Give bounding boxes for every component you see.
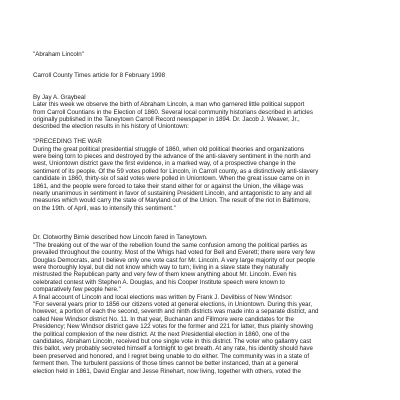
article-body (33, 51, 373, 375)
article-title: "Abraham Lincoln" (33, 51, 84, 58)
new-windsor-quote (33, 301, 373, 375)
paragraph-line: 1861, and the people were forced to take their stand either for or against the Union, the village was (33, 182, 304, 190)
paragraph-line: "The breaking out of the war of the rebellion found the same confusion among the political parties as (33, 241, 308, 249)
paragraph-line: sentiment of its people. Of the 59 votes polled for Lincoln, in Carroll county, as a distinctively anti-slavery (33, 167, 319, 175)
paragraph-line: the political complexion of the new district. At the next Presidential election in 1860, one of the (33, 330, 290, 338)
new-windsor-intro: A final account of Lincoln and local elections was written by Frank J. Devilbiss of New Windsor: (33, 293, 293, 301)
paragraph-line: During the great political presidential struggle of 1860, when old political theories and organizations (33, 145, 305, 153)
paragraph-line: called New Windsor district No. 11. In that year, Buchanan and Fillmore were candidates for the (33, 315, 294, 323)
paragraph-line: however, a portion of each the second, seventh and ninth districts was made into a separate district, and (33, 308, 319, 316)
paragraph-line: originally published in the Taneytown Carroll Record newspaper in 1894. Dr. Jacob J. Weaver, Jr., (33, 116, 300, 124)
paragraph-line: prevailed throughout the country. Most of the Whigs had voted for Bell and Everett; there were very few (33, 249, 315, 257)
paragraph-line: this ballot, very probably secreted himself a fortnight to get breath. At any rate, his identity should have (33, 345, 313, 353)
paragraph-line: mistrusted the Republican party and very few of them knew anything about Mr. Lincoln. Even his (33, 271, 297, 279)
paragraph-line: candidate in 1860, thirty-six of said votes were polled in Uniontown. When the great issue came on in (33, 175, 310, 183)
paragraph-line: west, Uniontown district gave the first evidence, in a marked way, of a prospective change in the (33, 160, 296, 168)
paragraph-line: been preserved and honored, and I regret being unable to do either. The community was in a state of (33, 352, 310, 360)
paragraph-line: comparatively few people here." (33, 286, 121, 294)
paragraph-line: celebrated contest with Stephen A. Douglas, and his Cooper Institute speech were known to (33, 278, 285, 286)
paragraph-line: described the election results in his history of Uniontown: (33, 123, 189, 131)
paragraph-line: ferment then. The turbulent passions of those times cannot be better instanced, than at a general (33, 360, 299, 368)
taneytown-quote (33, 242, 373, 294)
paragraph-line: candidates, Abraham Lincoln, received but one single vote in this district. The voter who gallantry cast (33, 337, 312, 345)
paragraph-line: Presidency; New Windsor district gave 122 votes for the former and 221 for latter, thus plainly showing (33, 323, 313, 331)
uniontown-quote (33, 146, 373, 213)
paragraph-line: on the 19th. of April, was to intensify this sentiment." (33, 204, 176, 212)
paragraph-line: election held in 1861, David Englar and Jesse Rinehart, now living, together with others, voted the (33, 367, 301, 375)
paragraph-line: nearly unanimous in sentiment in favor of sustaining President Lincoln, and antagonistic to any and all (33, 190, 312, 198)
intro-paragraph (33, 101, 373, 131)
article-byline: By Jay A. Graybeal (33, 93, 86, 101)
article-source: Carroll County Times article for 8 February 1998 (33, 72, 166, 80)
paragraph-line: were thoroughly loyal, but did not know which way to turn; living in a slave state they naturally (33, 263, 289, 271)
taneytown-intro: Dr. Clotworthy Birnie described how Lincoln fared in Taneytown. (33, 234, 208, 242)
paragraph-line: Later this week we observe the birth of Abraham Lincoln, a man who garnered little political support (33, 101, 305, 109)
paragraph-line: from Carroll Countians in the Election of 1860. Several local community historians described in articles (33, 108, 313, 116)
paragraph-line: were being torn to pieces and destroyed by the advance of the anti-slavery sentiment in the north and (33, 153, 311, 161)
paragraph-line: "For several years prior to 1856 our citizens voted at general elections, in Uniontown. During this year, (33, 300, 313, 308)
section-heading: "PRECEDING THE WAR (33, 138, 102, 146)
paragraph-line: Douglas Democrats, and I believe only one vote cast for Mr. Lincoln. A very large majority of our people (33, 256, 316, 264)
paragraph-line: measures which would carry the state of Maryland out of the Union. The result of the riot in Baltimore, (33, 197, 311, 205)
